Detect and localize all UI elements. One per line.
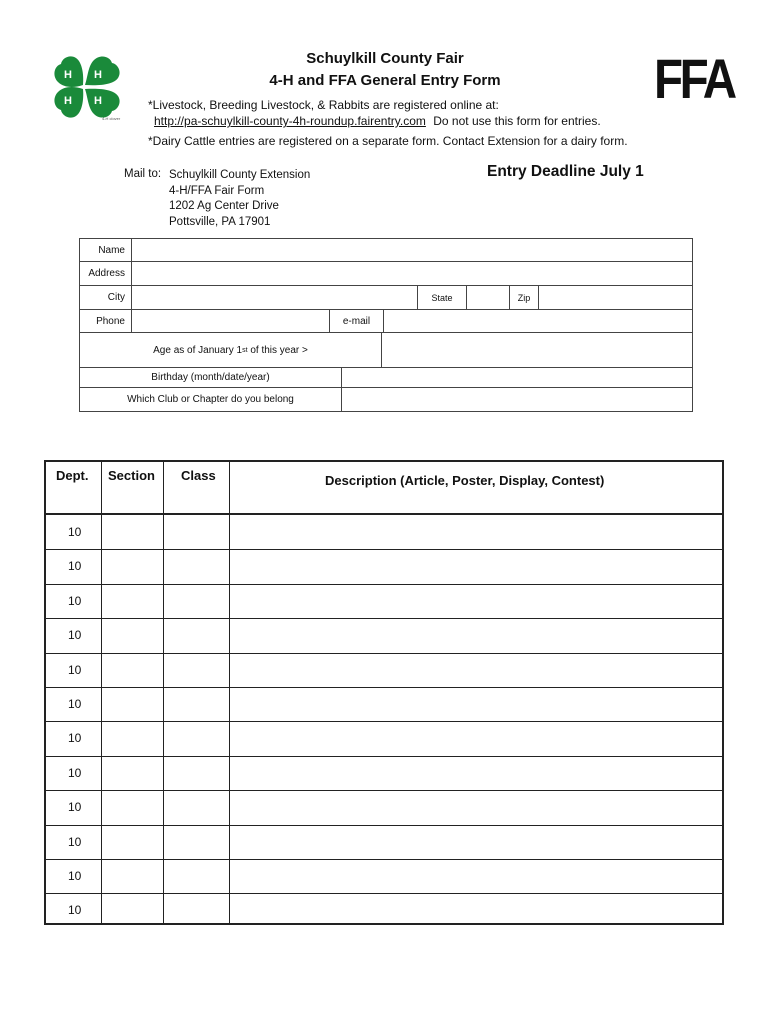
email-field[interactable] — [383, 309, 693, 333]
svg-text:H: H — [64, 95, 72, 107]
svg-text:H: H — [94, 95, 102, 107]
email-label: e-mail — [329, 309, 384, 333]
livestock-note: *Livestock, Breeding Livestock, & Rabbits are registered online at: — [148, 98, 499, 112]
phone-label: Phone — [79, 309, 132, 333]
age-field[interactable] — [381, 332, 693, 368]
entry-row[interactable] — [46, 549, 722, 583]
clover-mark-text: 4-H clover — [102, 116, 121, 121]
entry-row[interactable] — [46, 687, 722, 721]
entries-table — [44, 460, 724, 925]
dept-cell: 10 — [68, 903, 82, 918]
entry-row[interactable] — [46, 515, 722, 549]
dept-cell: 10 — [68, 628, 82, 643]
entry-deadline: Entry Deadline July 1 — [487, 163, 644, 180]
state-field[interactable] — [466, 285, 510, 310]
dept-cell: 10 — [68, 662, 82, 677]
entry-row[interactable] — [46, 790, 722, 824]
name-field[interactable] — [131, 238, 693, 262]
dept-cell: 10 — [68, 869, 82, 883]
class-header: Class — [181, 468, 216, 483]
name-label: Name — [79, 238, 132, 262]
mailing-address: Schuylkill County Extension 4-H/FFA Fair Form 1202 Ag Center Drive Pottsville, PA 17901 — [169, 169, 311, 228]
dept-cell: 10 — [68, 800, 82, 815]
dept-cell: 10 — [68, 731, 82, 746]
city-field[interactable] — [131, 285, 418, 310]
birthday-label: Birthday (month/date/year) — [79, 367, 342, 388]
dairy-note: *Dairy Cattle entries are registered on a separate form. Contact Extension for a dairy form. — [148, 134, 628, 148]
fairentry-link[interactable]: http://pa-schuylkill-county-4h-roundup.fairentry.com — [154, 114, 426, 128]
club-field[interactable] — [341, 387, 693, 412]
entry-row[interactable] — [46, 721, 722, 755]
description-header: Description (Article, Poster, Display, Contest) — [325, 473, 605, 488]
dept-cell: 10 — [68, 559, 82, 574]
mail-to-label: Mail to: — [124, 168, 162, 180]
participant-info-form — [79, 238, 693, 412]
city-label: City — [79, 285, 132, 310]
address-label: Address — [79, 261, 132, 286]
entry-row[interactable] — [46, 756, 722, 790]
entry-row[interactable] — [46, 859, 722, 893]
dept-cell: 10 — [68, 765, 82, 780]
entry-row[interactable] — [46, 653, 722, 687]
do-not-use-note: Do not use this form for entries. — [433, 114, 601, 128]
dept-header: Dept. — [56, 468, 89, 483]
dept-cell: 10 — [68, 593, 82, 608]
club-label: Which Club or Chapter do you belong — [79, 387, 342, 412]
zip-label: Zip — [509, 285, 539, 310]
entry-row[interactable] — [46, 825, 722, 859]
entry-row[interactable] — [46, 584, 722, 618]
dept-cell: 10 — [68, 697, 82, 711]
section-header: Section — [108, 468, 155, 483]
birthday-field[interactable] — [341, 367, 693, 388]
dept-cell: 10 — [68, 834, 82, 849]
ffa-logo: FFA — [654, 47, 734, 110]
state-label: State — [417, 285, 467, 310]
age-label: Age as of January 1 st of this year > — [79, 332, 382, 368]
dept-cell: 10 — [68, 525, 82, 539]
svg-text:H: H — [94, 69, 102, 81]
form-subtitle: 4-H and FFA General Entry Form — [269, 72, 501, 89]
zip-field[interactable] — [538, 285, 693, 310]
phone-field[interactable] — [131, 309, 330, 333]
entry-row[interactable] — [46, 893, 722, 927]
entry-row[interactable] — [46, 618, 722, 652]
form-title: Schuylkill County Fair — [306, 50, 464, 67]
address-field[interactable] — [131, 261, 693, 286]
svg-text:H: H — [64, 69, 72, 81]
